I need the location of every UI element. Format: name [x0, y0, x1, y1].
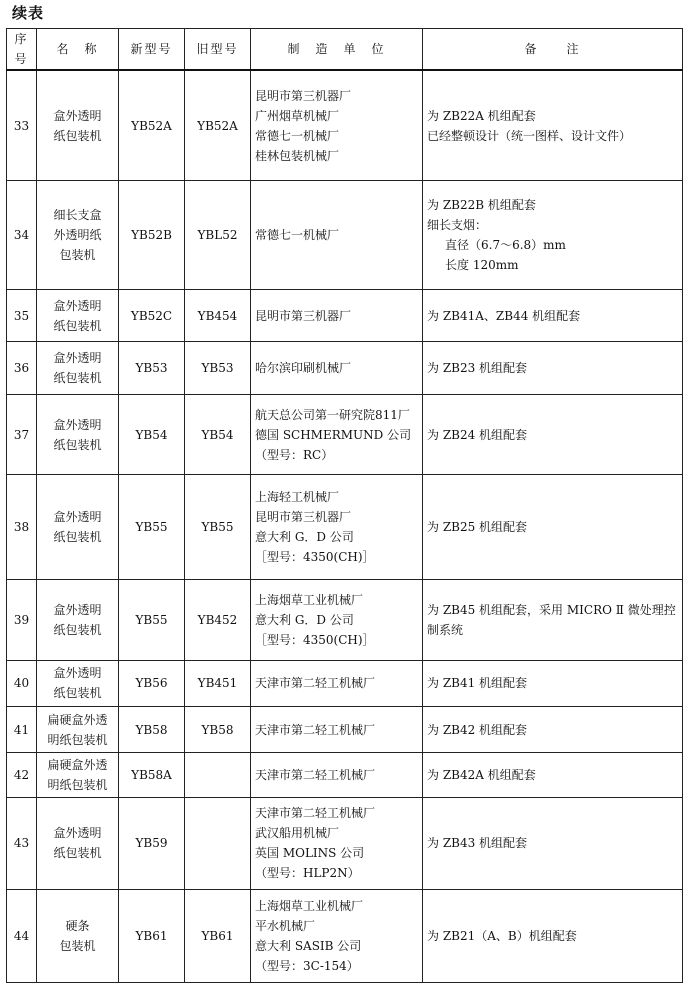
- cell-notes: [423, 181, 683, 290]
- note-line: 为 ZB22A 机组配套: [427, 108, 536, 123]
- cell-no: 35: [7, 290, 37, 342]
- cell-name: [37, 342, 119, 394]
- note-line: 为 ZB45 机组配套，采用 MICRO Ⅱ 微处理控: [427, 602, 676, 617]
- name-line: 硬条: [65, 919, 90, 934]
- table-row: [7, 797, 683, 890]
- models-table: [6, 28, 683, 983]
- name-line: 纸包装机: [53, 128, 102, 143]
- cell-notes: [423, 290, 683, 342]
- cell-old-model: YB58: [185, 706, 251, 752]
- cell-notes: [423, 660, 683, 706]
- cell-no: 44: [7, 890, 37, 983]
- maker-line: 昆明市第三机器厂: [255, 308, 352, 323]
- table-row: [7, 181, 683, 290]
- maker-line: 天津市第二轻工机械厂: [255, 806, 376, 821]
- cell-new-model: YB55: [119, 580, 185, 661]
- maker-line: 航天总公司第一研究院811厂: [255, 407, 410, 422]
- maker-line: 广州烟草机械厂: [255, 108, 340, 123]
- header-new-model: 新型号: [119, 29, 185, 71]
- maker-line: （型号：3C-154）: [255, 959, 359, 974]
- name-line: 盒外透明: [53, 602, 102, 617]
- cell-new-model: YB52A: [119, 70, 185, 181]
- cell-maker: [251, 181, 423, 290]
- table-body: [7, 70, 683, 983]
- maker-line: 英国 MOLINS 公司: [255, 846, 365, 861]
- cell-no: 34: [7, 181, 37, 290]
- note-line: 细长支烟：: [427, 218, 488, 233]
- name-line: 纸包装机: [53, 686, 102, 701]
- cell-maker: [251, 70, 423, 181]
- table-row: [7, 394, 683, 475]
- maker-line: 武汉船用机械厂: [255, 826, 340, 841]
- cell-old-model: YB55: [185, 475, 251, 580]
- cell-new-model: YB61: [119, 890, 185, 983]
- maker-line: 意大利 G．D 公司: [255, 612, 354, 627]
- cell-maker: [251, 342, 423, 394]
- cell-no: 36: [7, 342, 37, 394]
- maker-line: 上海轻工机械厂: [255, 490, 340, 505]
- cell-name: [37, 580, 119, 661]
- name-line: 盒外透明: [53, 666, 102, 681]
- name-line: 包装机: [59, 939, 96, 954]
- table-header-row: [7, 29, 683, 71]
- cell-name: [37, 181, 119, 290]
- cell-maker: [251, 475, 423, 580]
- cell-new-model: YB52B: [119, 181, 185, 290]
- cell-new-model: YB58: [119, 706, 185, 752]
- cell-maker: [251, 890, 423, 983]
- note-line: 为 ZB43 机组配套: [427, 836, 528, 851]
- cell-maker: [251, 753, 423, 797]
- cell-no: 40: [7, 660, 37, 706]
- cell-new-model: YB54: [119, 394, 185, 475]
- cell-notes: [423, 70, 683, 181]
- cell-no: 37: [7, 394, 37, 475]
- cell-no: 38: [7, 475, 37, 580]
- maker-line: 昆明市第三机器厂: [255, 510, 352, 525]
- cell-notes: [423, 475, 683, 580]
- table-row: [7, 706, 683, 752]
- maker-line: 常德七一机械厂: [255, 128, 340, 143]
- cell-maker: [251, 706, 423, 752]
- note-line: 长度 120mm: [445, 258, 519, 273]
- table-row: [7, 342, 683, 394]
- cell-new-model: YB55: [119, 475, 185, 580]
- cell-no: 39: [7, 580, 37, 661]
- name-line: 纸包装机: [53, 371, 102, 386]
- cell-old-model: YB61: [185, 890, 251, 983]
- maker-line: （型号：HLP2N）: [255, 866, 360, 881]
- maker-line: 平水机械厂: [255, 919, 316, 934]
- cell-name: [37, 290, 119, 342]
- cell-new-model: YB59: [119, 797, 185, 890]
- cell-name: [37, 706, 119, 752]
- note-line: 已经整顿设计（统一图样、设计文件）: [427, 128, 632, 143]
- note-line: 直径（6.7～6.8）mm: [445, 238, 566, 253]
- table-row: [7, 753, 683, 797]
- cell-notes: [423, 394, 683, 475]
- maker-line: 上海烟草工业机械厂: [255, 899, 364, 914]
- maker-line: 天津市第二轻工机械厂: [255, 767, 376, 782]
- cell-old-model: [185, 797, 251, 890]
- note-line: 为 ZB41A、ZB44 机组配套: [427, 308, 581, 323]
- maker-line: （型号：RC）: [255, 447, 334, 462]
- table-row: [7, 475, 683, 580]
- cell-old-model: YB454: [185, 290, 251, 342]
- maker-line: 上海烟草工业机械厂: [255, 592, 364, 607]
- header-maker: 制 造 单 位: [251, 29, 423, 71]
- maker-line: 德国 SCHMERMUND 公司: [255, 427, 412, 442]
- cell-name: [37, 890, 119, 983]
- cell-notes: [423, 706, 683, 752]
- maker-line: 昆明市第三机器厂: [255, 88, 352, 103]
- cell-name: [37, 70, 119, 181]
- name-line: 纸包装机: [53, 622, 102, 637]
- cell-old-model: YB54: [185, 394, 251, 475]
- note-line: 制系统: [427, 622, 464, 637]
- name-line: 纸包装机: [53, 530, 102, 545]
- header-old-model: 旧型号: [185, 29, 251, 71]
- name-line: 外透明纸: [53, 228, 102, 243]
- note-line: 为 ZB21（A、B）机组配套: [427, 929, 577, 944]
- name-line: 盒外透明: [53, 298, 102, 313]
- note-line: 为 ZB23 机组配套: [427, 361, 528, 376]
- cell-new-model: YB53: [119, 342, 185, 394]
- cell-old-model: YB452: [185, 580, 251, 661]
- note-line: 为 ZB22B 机组配套: [427, 198, 536, 213]
- cell-new-model: YB56: [119, 660, 185, 706]
- cell-maker: [251, 394, 423, 475]
- note-line: 为 ZB42A 机组配套: [427, 767, 536, 782]
- header-notes: 备 注: [423, 29, 683, 71]
- name-line: 盒外透明: [53, 351, 102, 366]
- continued-label: 续表: [12, 4, 45, 22]
- cell-name: [37, 753, 119, 797]
- cell-maker: [251, 797, 423, 890]
- cell-old-model: [185, 753, 251, 797]
- cell-old-model: YBL52: [185, 181, 251, 290]
- note-line: 为 ZB25 机组配套: [427, 520, 528, 535]
- maker-line: 天津市第二轻工机械厂: [255, 676, 376, 691]
- name-line: 明纸包装机: [47, 732, 108, 747]
- cell-maker: [251, 660, 423, 706]
- name-line: 扁硬盒外透: [47, 757, 108, 772]
- cell-old-model: YB53: [185, 342, 251, 394]
- name-line: 明纸包装机: [47, 777, 108, 792]
- cell-no: 42: [7, 753, 37, 797]
- cell-notes: [423, 753, 683, 797]
- name-line: 盒外透明: [53, 510, 102, 525]
- cell-no: 41: [7, 706, 37, 752]
- cell-maker: [251, 580, 423, 661]
- cell-new-model: YB52C: [119, 290, 185, 342]
- name-line: 盒外透明: [53, 108, 102, 123]
- name-line: 盒外透明: [53, 826, 102, 841]
- name-line: 扁硬盒外透: [47, 712, 108, 727]
- cell-notes: [423, 342, 683, 394]
- cell-notes: [423, 890, 683, 983]
- name-line: 纸包装机: [53, 846, 102, 861]
- maker-line: ［型号：4350(CH)］: [255, 550, 375, 565]
- cell-name: [37, 394, 119, 475]
- name-line: 纸包装机: [53, 318, 102, 333]
- table-row: [7, 580, 683, 661]
- maker-line: 意大利 SASIB 公司: [255, 939, 362, 954]
- note-line: 为 ZB24 机组配套: [427, 427, 528, 442]
- header-no: 序号: [7, 29, 37, 71]
- table-row: [7, 890, 683, 983]
- header-name: 名 称: [37, 29, 119, 71]
- cell-name: [37, 797, 119, 890]
- maker-line: 常德七一机械厂: [255, 228, 340, 243]
- cell-old-model: YB52A: [185, 70, 251, 181]
- table-row: [7, 290, 683, 342]
- cell-no: 43: [7, 797, 37, 890]
- cell-notes: [423, 580, 683, 661]
- note-line: 为 ZB41 机组配套: [427, 676, 528, 691]
- cell-name: [37, 660, 119, 706]
- name-line: 包装机: [59, 248, 96, 263]
- maker-line: 天津市第二轻工机械厂: [255, 722, 376, 737]
- maker-line: 桂林包装机械厂: [255, 148, 340, 163]
- cell-maker: [251, 290, 423, 342]
- maker-line: 意大利 G．D 公司: [255, 530, 354, 545]
- name-line: 纸包装机: [53, 437, 102, 452]
- cell-new-model: YB58A: [119, 753, 185, 797]
- cell-notes: [423, 797, 683, 890]
- table-row: [7, 70, 683, 181]
- cell-old-model: YB451: [185, 660, 251, 706]
- name-line: 盒外透明: [53, 417, 102, 432]
- table-row: [7, 660, 683, 706]
- maker-line: 哈尔滨印刷机械厂: [255, 361, 352, 376]
- maker-line: ［型号：4350(CH)］: [255, 632, 375, 647]
- cell-name: [37, 475, 119, 580]
- name-line: 细长支盒: [53, 208, 102, 223]
- cell-no: 33: [7, 70, 37, 181]
- note-line: 为 ZB42 机组配套: [427, 722, 528, 737]
